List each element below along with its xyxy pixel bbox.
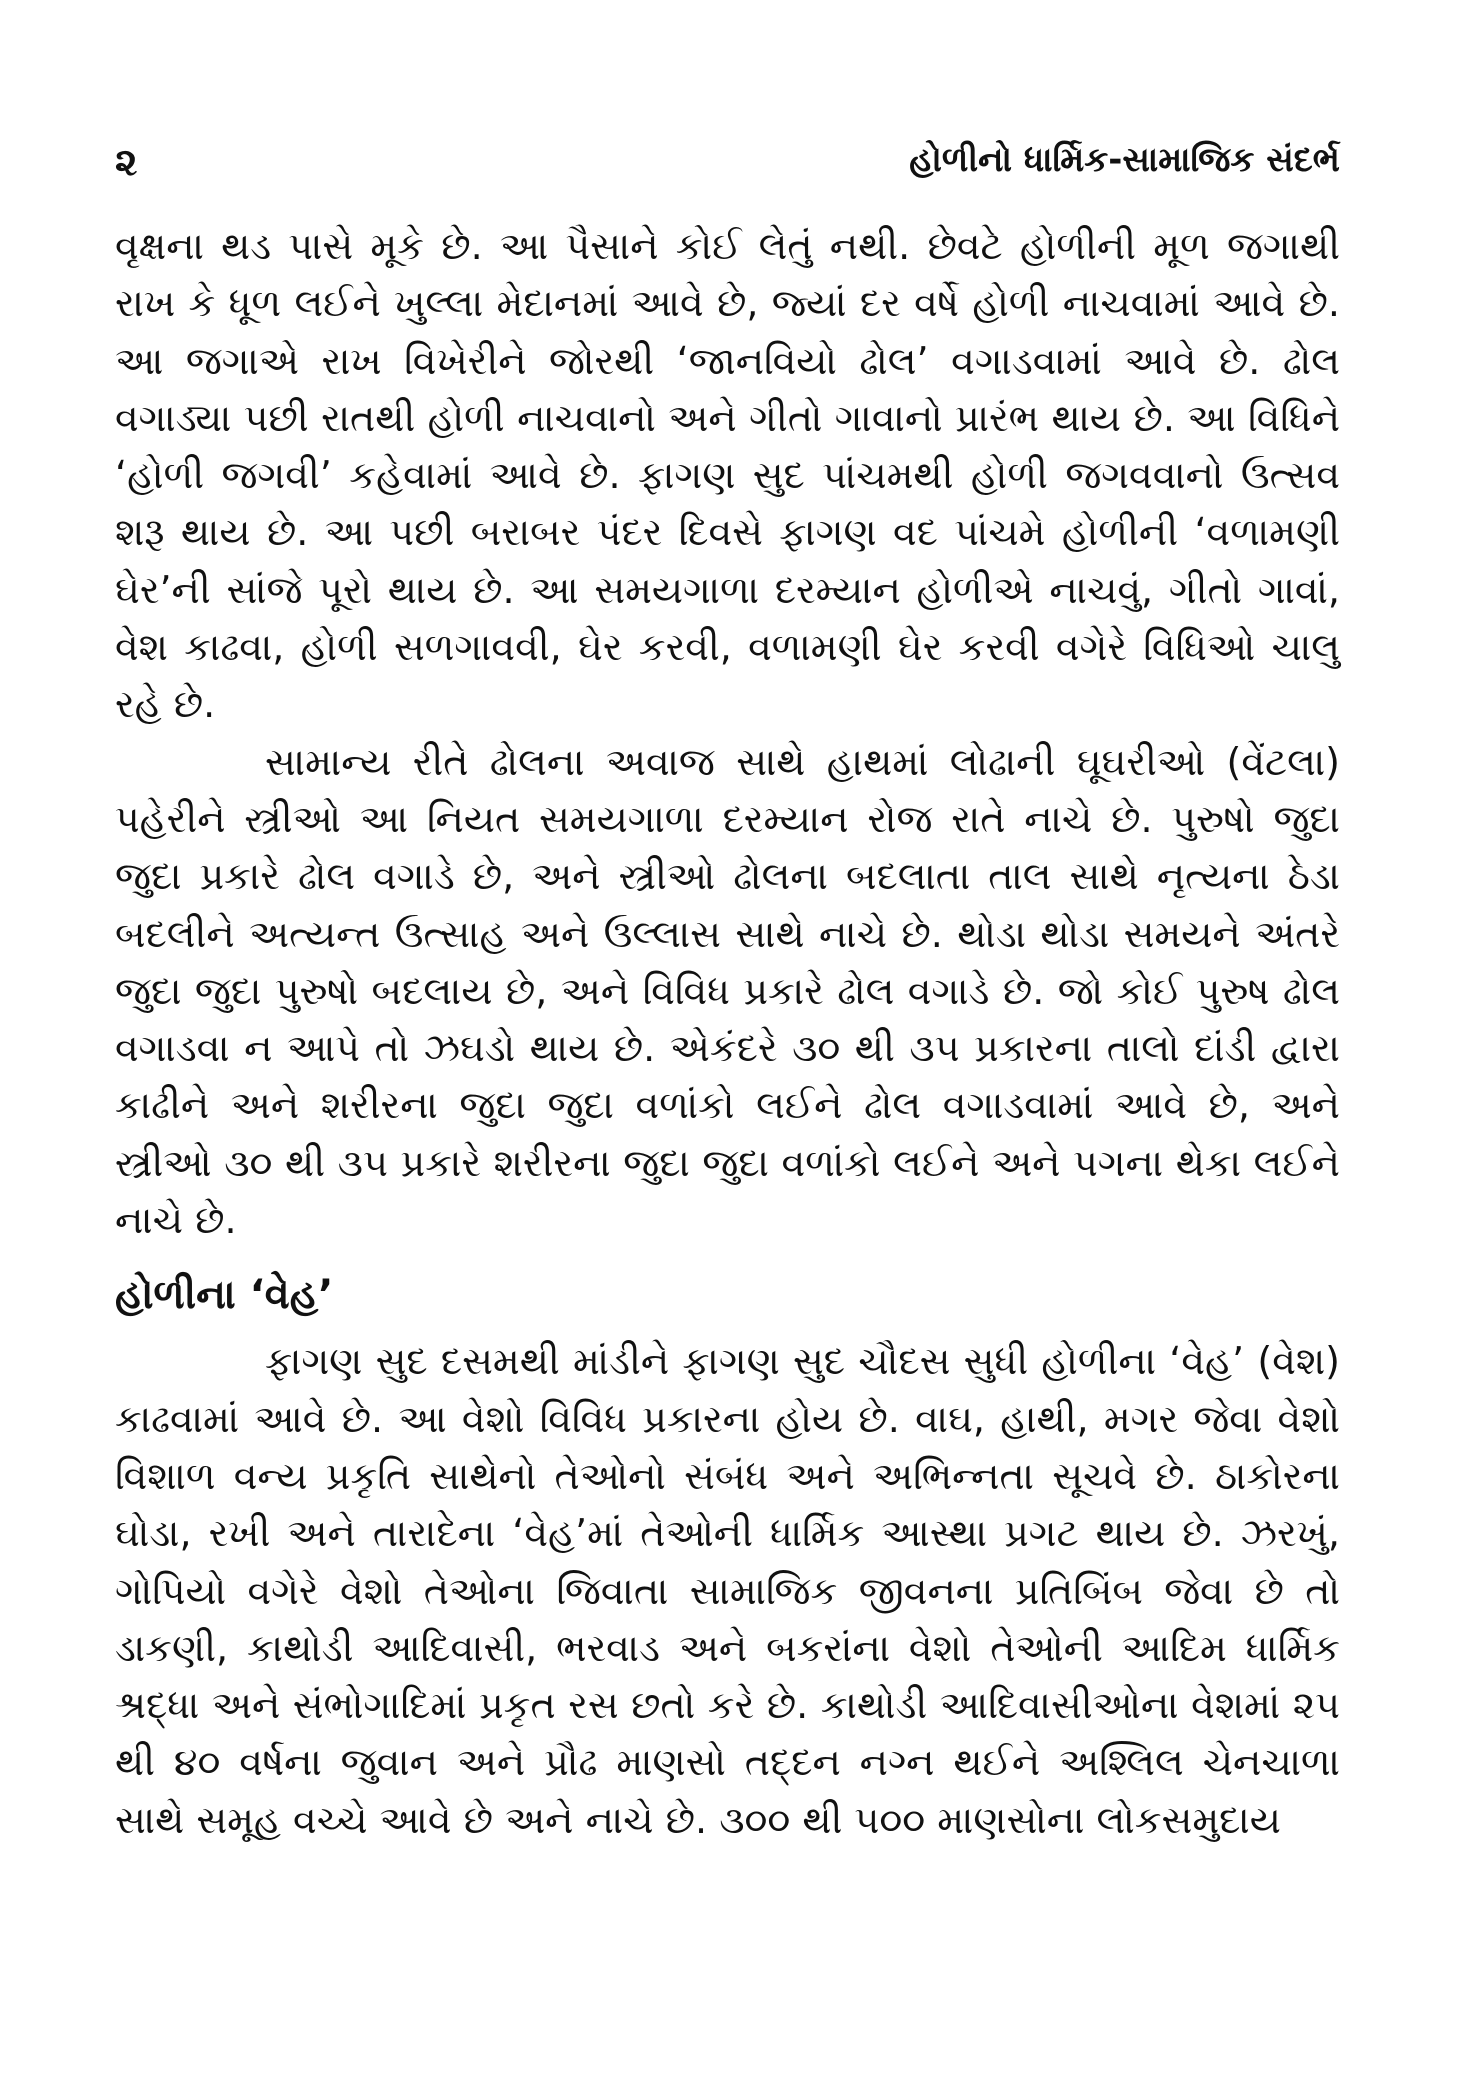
section-heading: હોળીના ‘વેહ’: [115, 1272, 334, 1319]
running-header: [115, 140, 1340, 200]
paragraph-3: ફાગણ સુદ દસમથી માંડીને ફાગણ સુદ ચૌદસ સુધી હોળીના ‘વેહ’ (વેશ) કાઢવામાં આવે છે. આ વેશો વિવિધ પ્રકારના હોય છે. વાઘ, હાથી, મગર જેવા વેશો વિશાળ વન્ય પ્રકૃતિ સાથેનો તેઓનો સંબંધ અને અભિન્નતા સૂચવે છે. ઠાકોરના ઘોડા, રખી અને તારાદેના ‘વેહ’માં તેઓની ધાર્મિક આસ્થા પ્રગટ થાય છે. ઝરખું, ગોપિયો વગેરે વેશો તેઓના જિવાતા સામાજિક જીવનના પ્રતિબિંબ જેવા છે તો ડાકણી, કાથોડી આદિવાસી, ભરવાડ અને બકરાંના વેશો તેઓની આદિમ ધાર્મિક શ્રદ્ધા અને સંભોગાદિમાં પ્રકૃત રસ છતો કરે છે. કાથોડી આદિવાસીઓના વેશમાં ૨૫ થી ૪૦ વર્ષના જુવાન અને પ્રૌઢ માણસો તદ્દન નગ્ન થઈને અશ્લિલ ચેનચાળા સાથે સમૂહ વચ્ચે આવે છે અને નાચે છે. ૩૦૦ થી ૫૦૦ માણસોના લોકસમુદાય: [115, 1339, 1340, 1842]
paragraph-2: સામાન્ય રીતે ઢોલના અવાજ સાથે હાથમાં લોઢાની ઘૂઘરીઓ (વેંટલા) પહેરીને સ્ત્રીઓ આ નિયત સમયગાળા દરમ્યાન રોજ રાતે નાચે છે. પુરુષો જુદા જુદા પ્રકારે ઢોલ વગાડે છે, અને સ્ત્રીઓ ઢોલના બદલાતા તાલ સાથે નૃત્યના ઠેડા બદલીને અત્યન્ત ઉત્સાહ અને ઉલ્લાસ સાથે નાચે છે. થોડા થોડા સમયને અંતરે જુદા જુદા પુરુષો બદલાય છે, અને વિવિધ પ્રકારે ઢોલ વગાડે છે. જો કોઈ પુરુષ ઢોલ વગાડવા ન આપે તો ઝઘડો થાય છે. એકંદરે ૩૦ થી ૩૫ પ્રકારના તાલો દાંડી દ્વારા કાઢીને અને શરીરના જુદા જુદા વળાંકો લઈને ઢોલ વગાડવામાં આવે છે, અને સ્ત્રીઓ ૩૦ થી ૩૫ પ્રકારે શરીરના જુદા જુદા વળાંકો લઈને અને પગના થેકા લઈને નાચે છે.: [115, 739, 1340, 1243]
running-header-title: હોળીનો ધાર્મિક-સામાજિક સંદર્ભ: [909, 140, 1340, 180]
body-text: [115, 218, 1340, 1849]
page-number: ૨: [115, 140, 138, 184]
paragraph-1: વૃક્ષના થડ પાસે મૂકે છે. આ પૈસાને કોઈ લેતું નથી. છેવટે હોળીની મૂળ જગાથી રાખ કે ધૂળ લઈને ખુલ્લા મેદાનમાં આવે છે, જ્યાં દર વર્ષે હોળી નાચવામાં આવે છે. આ જગાએ રાખ વિખેરીને જોરથી ‘જાનવિયો ઢોલ’ વગાડવામાં આવે છે. ઢોલ વગાડ્યા પછી રાતથી હોળી નાચવાનો અને ગીતો ગાવાનો પ્રારંભ થાય છે. આ વિધિને ‘હોળી જગવી’ કહેવામાં આવે છે. ફાગણ સુદ પાંચમથી હોળી જગવવાનો ઉત્સવ શરૂ થાય છે. આ પછી બરાબર પંદર દિવસે ફાગણ વદ પાંચમે હોળીની ‘વળામણી ઘેર’ની સાંજે પૂરો થાય છે. આ સમયગાળા દરમ્યાન હોળીએ નાચવું, ગીતો ગાવાં, વેશ કાઢવા, હોળી સળગાવવી, ઘેર કરવી, વળામણી ઘેર કરવી વગેરે વિધિઓ ચાલુ રહે છે.: [115, 224, 1340, 727]
